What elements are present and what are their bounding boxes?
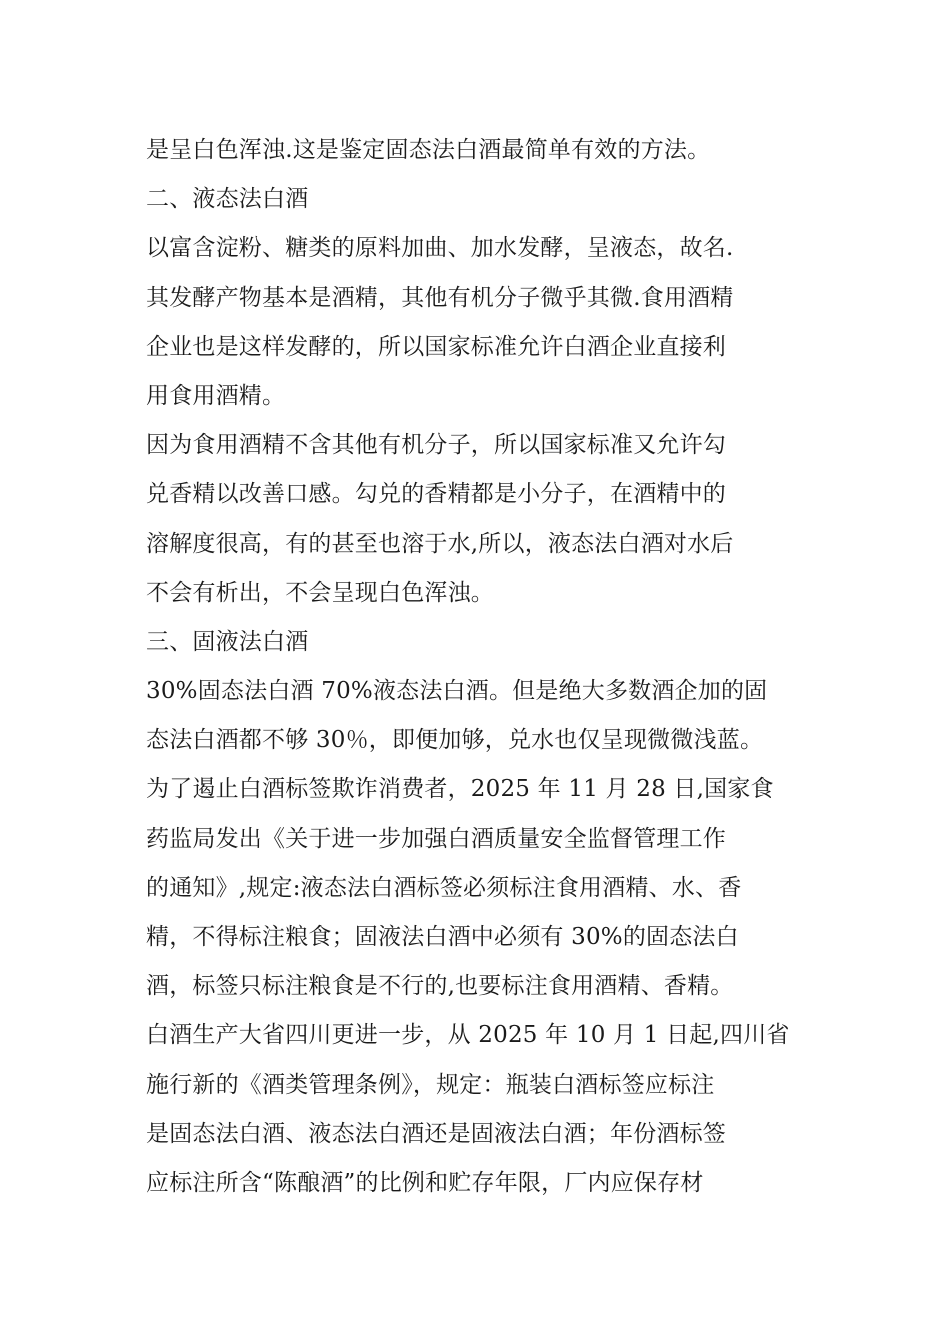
text-line: 的通知》,规定:液态法白酒标签必须标注食用酒精、水、香: [146, 874, 742, 901]
text-line: 酒，标签只标注粮食是不行的,也要标注食用酒精、香精。: [146, 973, 734, 1000]
section-heading: 二、液态法白酒: [146, 186, 309, 213]
text-line: 白酒生产大省四川更进一步，从 2025 年 10 月 1 日起,四川省: [146, 1022, 790, 1049]
section-heading: 三、固液法白酒: [146, 628, 309, 655]
text-line: 因为食用酒精不含其他有机分子，所以国家标准又允许勾: [146, 432, 726, 459]
text-line: 是固态法白酒、液态法白酒还是固液法白酒；年份酒标签: [146, 1120, 726, 1147]
text-line: 药监局发出《关于进一步加强白酒质量安全监督管理工作: [146, 825, 726, 852]
text-line: 是呈白色浑浊.这是鉴定固态法白酒最简单有效的方法。: [146, 137, 711, 163]
text-line: 以富含淀粉、糖类的原料加曲、加水发酵，呈液态，故名.: [146, 235, 734, 262]
text-line: 兑香精以改善口感。勾兑的香精都是小分子，在酒精中的: [146, 481, 726, 508]
text-line: 企业也是这样发酵的，所以国家标准允许白酒企业直接利: [146, 333, 726, 360]
body-text: [146, 126, 826, 1208]
text-line: 施行新的《酒类管理条例》，规定：瓶装白酒标签应标注: [146, 1071, 715, 1098]
text-line: 用食用酒精。: [146, 382, 286, 409]
text-line: 不会有析出，不会呈现白色浑浊。: [146, 579, 494, 606]
text-line: 为了遏止白酒标签欺诈消费者，2025 年 11 月 28 日,国家食: [146, 776, 774, 803]
text-line: 应标注所含“陈酿酒”的比例和贮存年限，厂内应保存材: [146, 1169, 704, 1196]
text-line: 30%固态法白酒 70%液态法白酒。但是绝大多数酒企加的固: [146, 678, 768, 705]
text-line: 精，不得标注粮食；固液法白酒中必须有 30%的固态法白: [146, 924, 739, 950]
text-line: 其发酵产物基本是酒精，其他有机分子微乎其微.食用酒精: [146, 284, 734, 311]
text-line: 态法白酒都不够 30％，即便加够，兑水也仅呈现微微浅蓝。: [146, 727, 764, 754]
text-line: 溶解度很高，有的甚至也溶于水,所以，液态法白酒对水后: [146, 530, 734, 557]
